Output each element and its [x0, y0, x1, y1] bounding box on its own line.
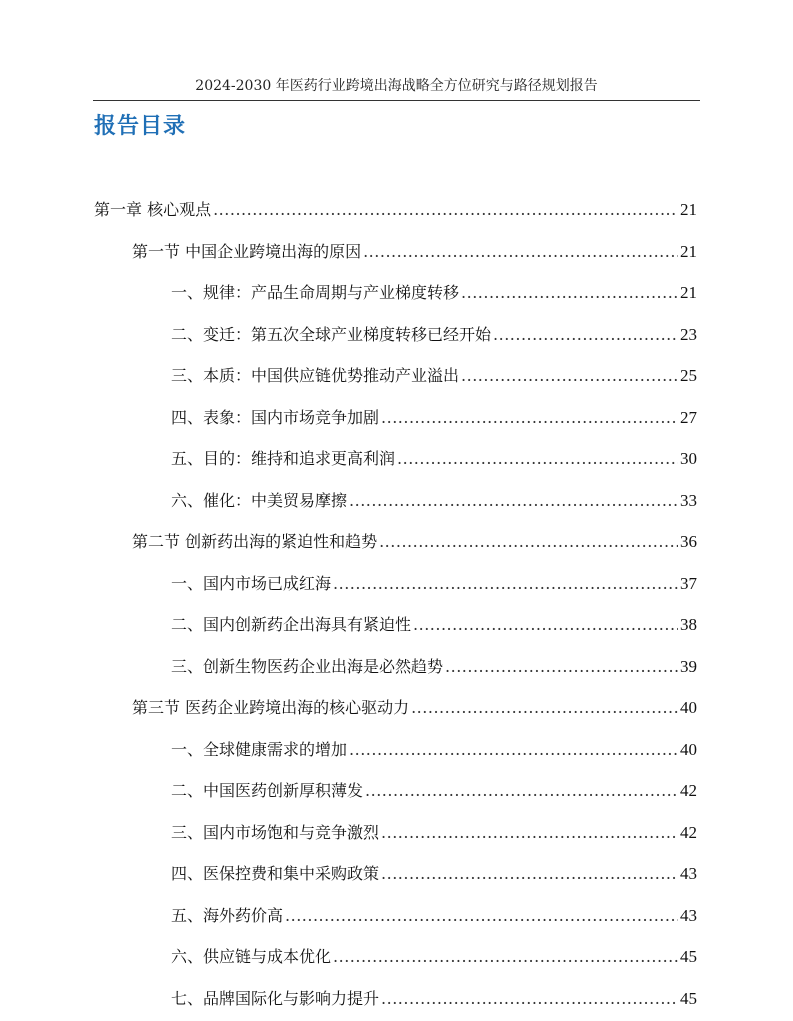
toc-entry-page-number: 42: [680, 781, 697, 800]
toc-dot-leader: [381, 862, 678, 886]
toc-dot-leader: [381, 987, 678, 1011]
toc-entry[interactable]: [171, 323, 697, 347]
toc-dot-leader: [493, 323, 678, 347]
toc-entry-page-number: 21: [680, 242, 697, 261]
toc-entry-label: 第一章 核心观点: [94, 200, 212, 219]
toc-dot-leader: [397, 447, 678, 471]
toc-entry-label: 四、表象：国内市场竞争加剧: [171, 408, 380, 427]
toc-entry-page-number: 33: [680, 491, 697, 510]
toc-entry[interactable]: [171, 821, 697, 845]
toc-entry-page-number: 21: [680, 283, 697, 302]
toc-entry-page-number: 45: [680, 947, 697, 966]
toc-dot-leader: [363, 240, 678, 264]
toc-entry-label: 六、催化：中美贸易摩擦: [171, 491, 348, 510]
toc-entry-label: 四、医保控费和集中采购政策: [171, 864, 380, 883]
toc-entry-label: 第三节 医药企业跨境出海的核心驱动力: [132, 698, 410, 717]
toc-entry-page-number: 27: [680, 408, 697, 427]
toc-entry-page-number: 38: [680, 615, 697, 634]
toc-entry-page-number: 40: [680, 698, 697, 717]
toc-entry[interactable]: [171, 281, 697, 305]
toc-entry-page-number: 21: [680, 200, 697, 219]
toc-dot-leader: [365, 779, 678, 803]
toc-dot-leader: [381, 821, 678, 845]
toc-dot-leader: [379, 530, 678, 554]
toc-entry[interactable]: [171, 945, 697, 969]
toc-entry-page-number: 43: [680, 864, 697, 883]
toc-entry[interactable]: [171, 862, 697, 886]
toc-dot-leader: [213, 198, 678, 222]
toc-dot-leader: [411, 696, 678, 720]
toc-entry-label: 三、本质：中国供应链优势推动产业溢出: [171, 366, 460, 385]
toc-entry-label: 二、变迁：第五次全球产业梯度转移已经开始: [171, 325, 492, 344]
toc-entry-label: 一、全球健康需求的增加: [171, 740, 348, 759]
toc-entry-label: 七、品牌国际化与影响力提升: [171, 989, 380, 1008]
toc-entry[interactable]: [171, 779, 697, 803]
toc-entry-page-number: 45: [680, 989, 697, 1008]
toc-entry[interactable]: [171, 489, 697, 513]
toc-entry-label: 三、创新生物医药企业出海是必然趋势: [171, 657, 444, 676]
toc-entry[interactable]: [132, 240, 697, 264]
toc-dot-leader: [445, 655, 678, 679]
toc-entry[interactable]: [94, 198, 697, 222]
toc-entry-label: 二、国内创新药企出海具有紧迫性: [171, 615, 412, 634]
toc-entry[interactable]: [171, 572, 697, 596]
toc-entry-label: 五、海外药价高: [171, 906, 284, 925]
toc-entry-page-number: 39: [680, 657, 697, 676]
toc-entry-label: 第二节 创新药出海的紧迫性和趋势: [132, 532, 378, 551]
toc-entry-label: 六、供应链与成本优化: [171, 947, 332, 966]
toc-entry-page-number: 43: [680, 906, 697, 925]
toc-dot-leader: [333, 945, 678, 969]
toc-entry[interactable]: [171, 613, 697, 637]
toc-dot-leader: [461, 281, 678, 305]
toc-dot-leader: [461, 364, 678, 388]
toc-dot-leader: [413, 613, 678, 637]
toc-entry[interactable]: [171, 447, 697, 471]
toc-entry-label: 二、中国医药创新厚积薄发: [171, 781, 364, 800]
toc-entry[interactable]: [171, 738, 697, 762]
toc-entry-page-number: 25: [680, 366, 697, 385]
toc-entry-label: 三、国内市场饱和与竞争激烈: [171, 823, 380, 842]
toc-dot-leader: [349, 489, 678, 513]
toc-entry-page-number: 36: [680, 532, 697, 551]
toc-entry-page-number: 42: [680, 823, 697, 842]
toc-dot-leader: [285, 904, 678, 928]
toc-entry[interactable]: [132, 696, 697, 720]
running-header: 2024-2030 年医药行业跨境出海战略全方位研究与路径规划报告: [195, 78, 598, 94]
toc-entry-page-number: 37: [680, 574, 697, 593]
toc-entry-label: 第一节 中国企业跨境出海的原因: [132, 242, 362, 261]
toc-entry-page-number: 23: [680, 325, 697, 344]
toc-entry[interactable]: [171, 904, 697, 928]
toc-entry[interactable]: [171, 987, 697, 1011]
toc-dot-leader: [381, 406, 678, 430]
toc-entry[interactable]: [132, 530, 697, 554]
toc-entry-page-number: 30: [680, 449, 697, 468]
toc-entry[interactable]: [171, 364, 697, 388]
toc-entry-label: 五、目的：维持和追求更高利润: [171, 449, 396, 468]
toc-dot-leader: [349, 738, 678, 762]
toc-entry-label: 一、规律：产品生命周期与产业梯度转移: [171, 283, 460, 302]
toc-entry-page-number: 40: [680, 740, 697, 759]
toc-dot-leader: [333, 572, 678, 596]
toc-entry-label: 一、国内市场已成红海: [171, 574, 332, 593]
toc-entry[interactable]: [171, 655, 697, 679]
page-title: 报告目录: [94, 114, 187, 139]
toc-entry[interactable]: [171, 406, 697, 430]
